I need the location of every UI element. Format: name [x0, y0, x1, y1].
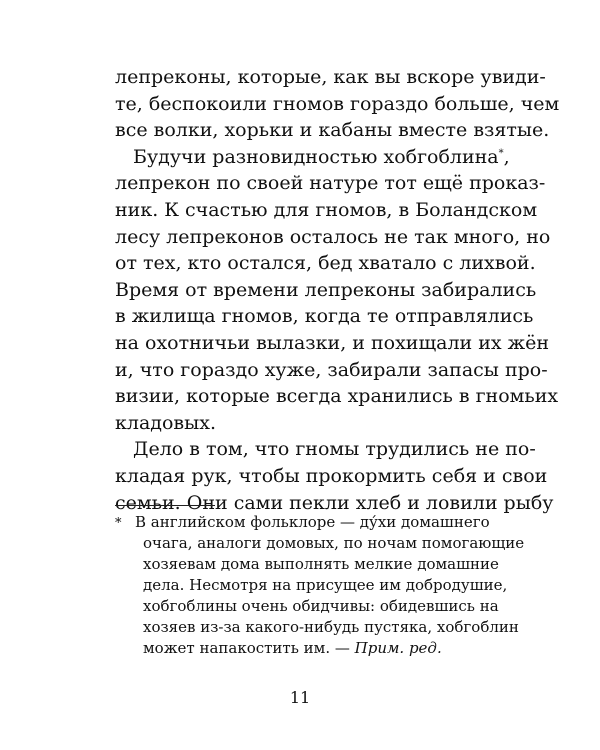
footnote-marker: * — [115, 516, 122, 531]
text-line: от тех, кто остался, бед хватало с лихвой. — [115, 252, 536, 275]
page-number: 11 — [289, 688, 311, 707]
text-line: лесу лепреконов осталось не так много, но — [115, 225, 551, 248]
text-line: и, что гораздо хуже, забирали запасы про- — [115, 358, 548, 381]
footnote-line: дела. Несмотря на присущее им добродушие, — [143, 576, 508, 594]
text-line: лепрекон по своей натуре тот ещё проказ- — [115, 172, 546, 195]
text-line: кладая рук, чтобы прокормить себя и свои — [115, 464, 548, 487]
text-line: ник. К счастью для гномов, в Боландском — [115, 198, 538, 221]
editor-note: Прим. ред. — [354, 639, 442, 657]
text-line — [115, 144, 510, 171]
text-line: в жилища гномов, когда те отправлялись — [115, 305, 534, 328]
footnote-line: очага, аналоги домовых, по ночам помогающие — [143, 534, 525, 552]
text-line: те, беспокоили гномов гораздо больше, чем — [115, 92, 560, 115]
text-line: визии, которые всегда хранились в гномьих — [115, 385, 559, 408]
footnote-reference: * — [498, 147, 504, 159]
footnote — [115, 512, 525, 659]
text-segment: Будучи разновидностью хобгоблина — [133, 145, 499, 168]
text-line: на охотничьи вылазки, и похищали их жён — [115, 331, 550, 354]
text-line: лепреконы, которые, как вы вскоре увиди- — [115, 66, 546, 88]
footnote-text: В английском фольклоре — ду́хи домашнего — [135, 513, 490, 531]
text-line: все волки, хорьки и кабаны вместе взятые. — [115, 119, 550, 142]
text-segment: , — [503, 145, 510, 168]
main-text — [115, 64, 560, 516]
footnote-line: хозяевам дома выполнять мелкие домашние — [143, 555, 499, 573]
footnote-text: может напакостить им. — — [143, 639, 355, 657]
text-line: Дело в том, что гномы трудились не по- — [133, 438, 536, 461]
footnote-line: хобгоблины очень обидчивы: обидевшись на — [143, 597, 499, 615]
footnote-divider — [115, 505, 215, 506]
text-line: семьи. Они сами пекли хлеб и ловили рыбу — [115, 491, 554, 514]
footnote-line — [115, 512, 490, 533]
text-line: Время от времени лепреконы забирались — [115, 278, 537, 301]
footnote-line: хозяев из-за какого-нибудь пустяка, хобгоблин — [143, 618, 519, 636]
footnote-line — [115, 638, 487, 659]
text-line: кладовых. — [115, 411, 216, 434]
